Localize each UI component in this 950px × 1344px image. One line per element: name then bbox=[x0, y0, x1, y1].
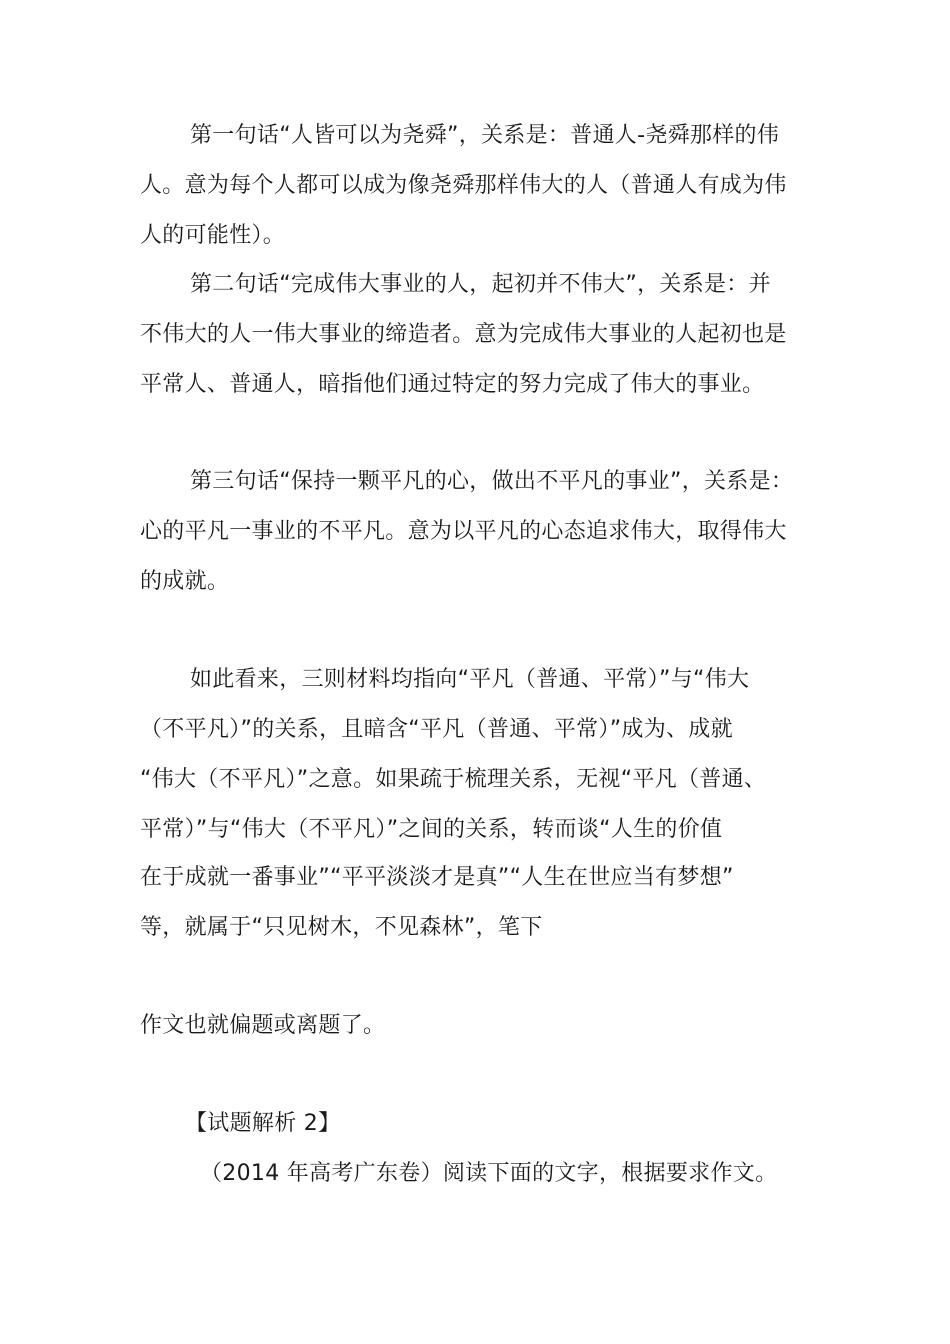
paragraph-1-line-1: 第一句话“人皆可以为尧舜”，关系是：普通人-尧舜那样的伟 bbox=[190, 123, 780, 148]
paragraph-3-line-2: 心的平凡一事业的不平凡。意为以平凡的心态追求伟大，取得伟大 bbox=[140, 519, 787, 544]
section-heading: 【试题解析 2】 bbox=[185, 1111, 341, 1136]
paragraph-3-line-1: 第三句话“保持一颗平凡的心，做出不平凡的事业”，关系是： bbox=[190, 469, 794, 494]
paragraph-2-line-2: 不伟大的人一伟大事业的缔造者。意为完成伟大事业的人起初也是 bbox=[140, 322, 787, 347]
paragraph-2-line-1: 第二句话“完成伟大事业的人，起初并不伟大”，关系是：并 bbox=[190, 272, 771, 297]
paragraph-3-line-3: 的成就。 bbox=[140, 569, 230, 594]
paragraph-4-line-2: （不平凡）”的关系，且暗含“平凡（普通、平常）”成为、成就 bbox=[140, 717, 733, 742]
paragraph-4-line-6: 等，就属于“只见树木，不见森林”，笔下 bbox=[140, 915, 543, 940]
paragraph-4-line-3: “伟大（不平凡）”之意。如果疏于梳理关系，无视“平凡（普通、 bbox=[140, 767, 767, 792]
paragraph-4-line-4: 平常）”与“伟大（不平凡）”之间的关系，转而谈“人生的价值 bbox=[140, 817, 723, 842]
paragraph-4-line-1: 如此看来，三则材料均指向“平凡（普通、平常）”与“伟大 bbox=[190, 667, 750, 692]
paragraph-4-line-5: 在于成就一番事业”“平平淡淡才是真”“人生在世应当有梦想” bbox=[140, 865, 734, 890]
paragraph-1-line-2: 人。意为每个人都可以成为像尧舜那样伟大的人（普通人有成为伟 bbox=[140, 173, 787, 198]
paragraph-2-line-3: 平常人、普通人，暗指他们通过特定的努力完成了伟大的事业。 bbox=[140, 372, 765, 397]
paragraph-1-line-3: 人的可能性）。 bbox=[140, 223, 286, 248]
paragraph-5-line-1: 作文也就偏题或离题了。 bbox=[140, 1013, 386, 1038]
question-intro: （2014 年高考广东卷）阅读下面的文字，根据要求作文。 bbox=[200, 1161, 778, 1186]
